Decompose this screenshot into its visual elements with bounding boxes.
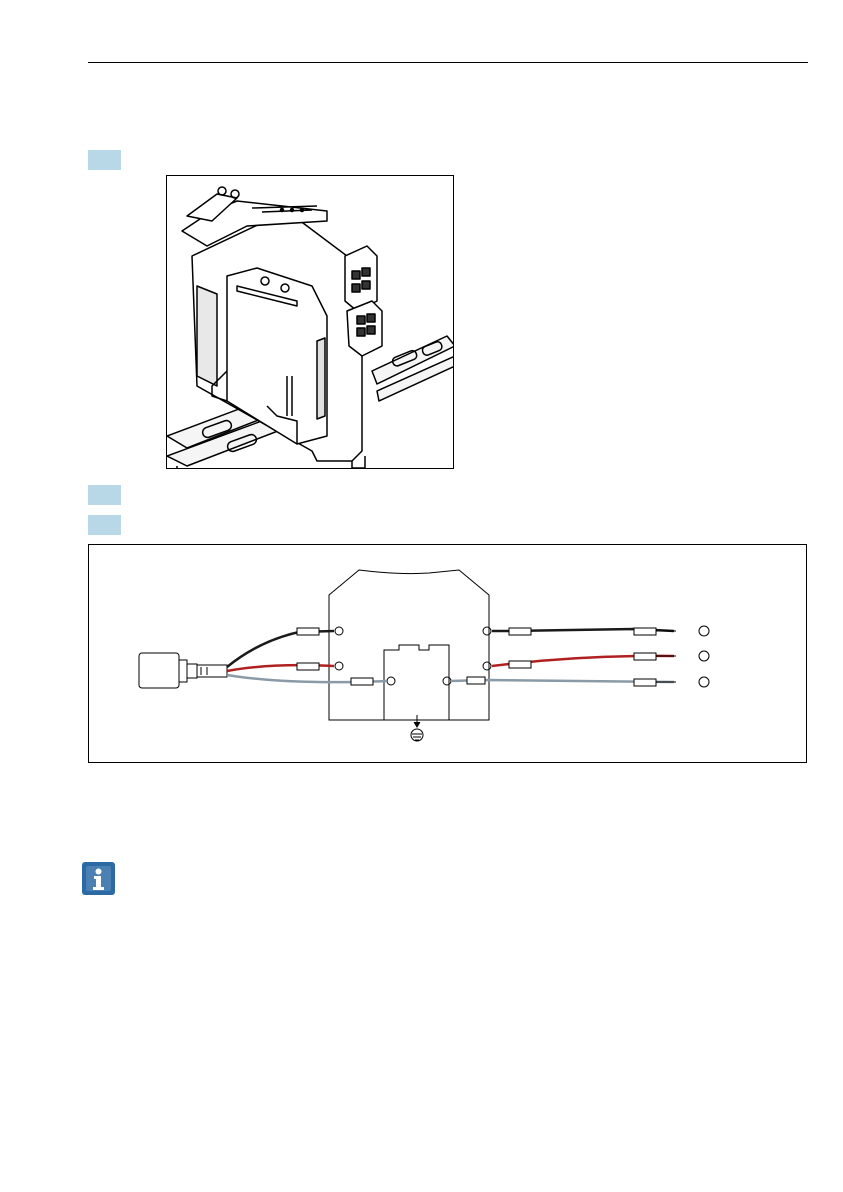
step-marker-1: [88, 150, 121, 170]
din-rail-drawing: [167, 176, 454, 469]
wire-black-left: [227, 631, 334, 667]
wiring-diagram-figure: [88, 544, 807, 763]
step-marker-3: [88, 515, 121, 535]
header-rule: [88, 62, 808, 63]
din-rail-mounting-figure: [166, 175, 454, 469]
info-icon: [82, 862, 115, 895]
step-marker-2: [88, 485, 121, 505]
wiring-diagram: [89, 545, 807, 763]
